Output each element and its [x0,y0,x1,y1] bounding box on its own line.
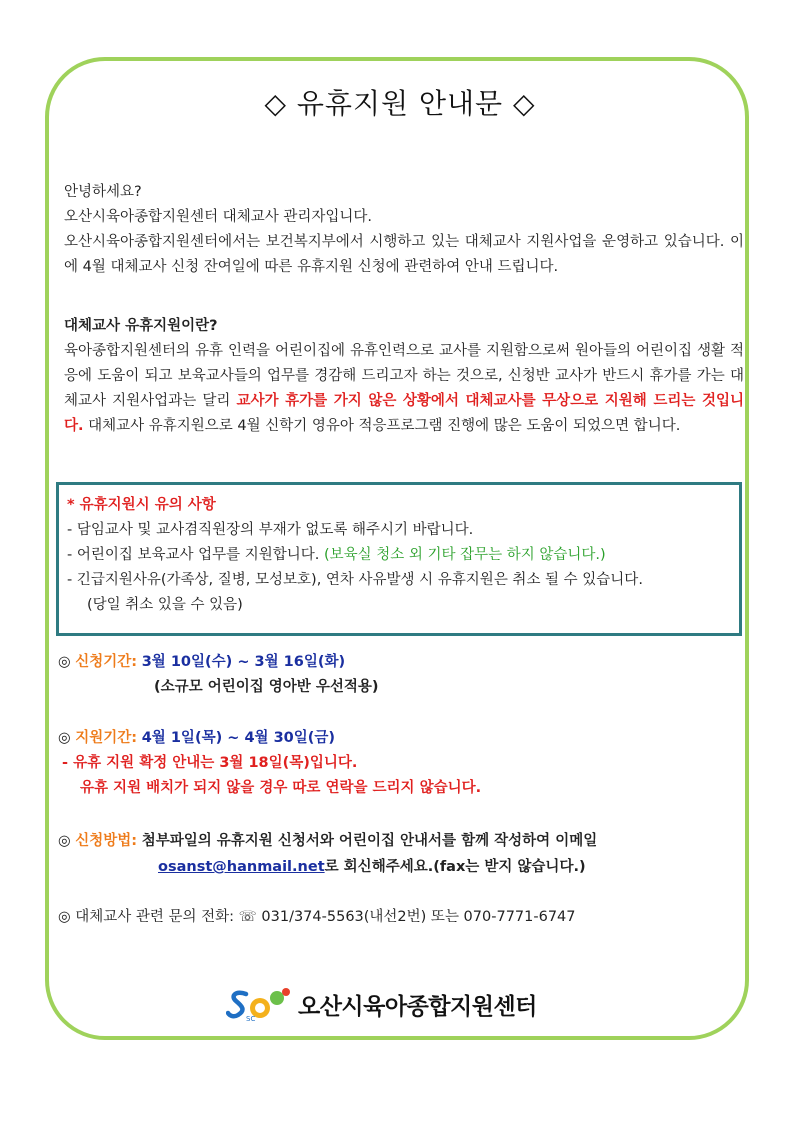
notice-heading: * 유휴지원시 유의 사항 [67,497,216,513]
definition-paragraph [64,339,744,439]
apply-method-text: 첨부파일의 유휴지원 신청서와 어린이집 안내서를 함께 작성하여 이메일 [141,833,598,849]
definition-highlight: 교사가 휴가를 가지 않은 상황에서 대체교사를 무상으로 지원해 드리는 것입니다. [64,393,744,434]
footer-logo [226,984,537,1024]
apply-method [58,829,597,854]
support-period-value: 4월 1일(목) ~ 4월 30일(금) [141,730,336,746]
notice-item-2-note: (보육실 청소 외 기타 잡무는 하지 않습니다.) [324,547,606,563]
support-confirm-line: - 유휴 지원 확정 안내는 3월 18일(목)입니다. [62,755,358,771]
notice-box [56,482,742,636]
apply-period-note: (소규모 어린이집 영아반 우선적용) [154,679,379,695]
intro-line: 오산시육아종합지원센터 대체교사 관리자입니다. [64,209,372,225]
apply-method-email-line [158,855,586,880]
notice-item-3: - 긴급지원사유(가족상, 질병, 모성보호), 연차 사유발생 시 유휴지원은 취소 될 수 있습니다. [67,572,643,588]
definition-heading: 대체교사 유휴지원이란? [64,318,218,334]
definition-section [64,314,744,439]
support-period [58,726,335,751]
apply-period-label: 신청기간: [75,654,138,670]
definition-text-b: 대체교사 유휴지원으로 4월 신학기 영유아 적응프로그램 진행에 많은 도움이 되었으면 합니다. [83,418,681,434]
support-period-symbol: ◎ [58,730,71,746]
apply-method-symbol: ◎ [58,833,71,849]
logo-text: SC [246,1015,256,1023]
notice-item-2 [67,543,731,568]
apply-method-label: 신청방법: [75,833,138,849]
apply-period-symbol: ◎ [58,654,71,670]
org-name: 오산시육아종합지원센터 [298,993,537,1020]
page-title: ◇ 유휴지원 안내문 ◇ [264,87,536,120]
notice-item-3-cont: (당일 취소 있을 수 있음) [87,597,243,613]
org-logo-icon [226,984,292,1024]
apply-method-text-2: 로 회신해주세요.(fax는 받지 않습니다.) [324,859,586,875]
notice-item-2-text: - 어린이집 보육교사 업무를 지원합니다. [67,547,324,563]
contact-line: ◎ 대체교사 관련 문의 전화: ☏ 031/374-5563(내선2번) 또는 070-7771-6747 [58,909,576,925]
definition-text-a: 육아종합지원센터의 유휴 인력을 어린이집에 유휴인력으로 교사를 지원함으로써 원아들의 어린이집 생활 적응에 도움이 되고 보육교사들의 업무를 경감해 드리고자 하는 것으로, 신청반 교사가 반드시 휴가를 가는 대체교사 지원사업과는 달리 [64,343,744,409]
notice-item-1: - 담임교사 및 교사겸직원장의 부재가 없도록 해주시기 바랍니다. [67,522,474,538]
greeting-line: 안녕하세요? [64,184,142,200]
support-period-label: 지원기간: [75,730,138,746]
apply-period-value: 3월 10일(수) ~ 3월 16일(화) [141,654,346,670]
greeting-section [64,180,744,280]
apply-period [58,650,345,675]
email-link[interactable]: osanst@hanmail.net [158,859,325,875]
support-no-contact-line: 유휴 지원 배치가 되지 않을 경우 따로 연락을 드리지 않습니다. [80,780,482,796]
intro-paragraph: 오산시육아종합지원센터에서는 보건복지부에서 시행하고 있는 대체교사 지원사업을 운영하고 있습니다. 이에 4월 대체교사 신청 잔여일에 따른 유휴지원 신청에 관련하여 안내 드립니다. [64,234,744,275]
